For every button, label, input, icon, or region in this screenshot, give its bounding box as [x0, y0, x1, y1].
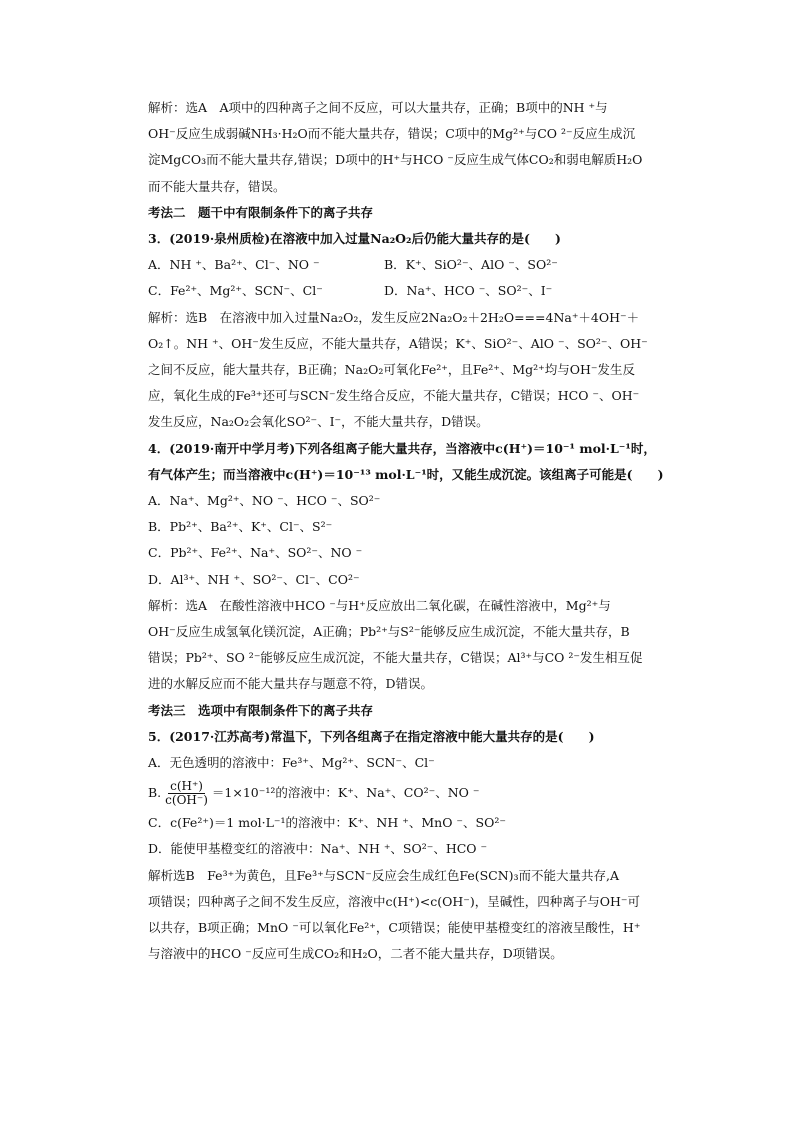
text-line: OH⁻反应生成弱碱NH₃·H₂O而不能大量共存，错误；C项中的Mg²⁺与CO ²⁻反应生成沉: [148, 126, 636, 142]
option-c: C．c(Fe²⁺)＝1 mol·L⁻¹的溶液中：K⁺、NH ⁺、MnO ⁻、SO²⁻: [148, 815, 506, 831]
text-line: 解析选B Fe³⁺为黄色，且Fe³⁺与SCN⁻反应会生成红色Fe(SCN)₃而不能大量共存,A: [148, 867, 620, 883]
option-b-text: ＝1×10⁻¹²的溶液中：K⁺、Na⁺、CO²⁻、NO ⁻: [211, 785, 480, 801]
option-d: D．Al³⁺、NH ⁺、SO²⁻、Cl⁻、CO²⁻: [148, 571, 360, 587]
document-body: [148, 95, 678, 968]
text-line: 而不能大量共存，错误。: [148, 178, 286, 194]
text-line: 发生反应，Na₂O₂会氧化SO²⁻、I⁻，不能大量共存，D错误。: [148, 414, 489, 430]
text-line: 解析：选A 在酸性溶液中HCO ⁻与H⁺反应放出二氧化碳，在碱性溶液中，Mg²⁺与: [148, 597, 611, 613]
option-d: D．能使甲基橙变红的溶液中：Na⁺、NH ⁺、SO²⁻、HCO ⁻: [148, 841, 488, 857]
question-3-options-row-2: [148, 278, 678, 304]
text-line: 错误；Pb²⁺、SO ²⁻能够反应生成沉淀，不能大量共存，C错误；Al³⁺与CO ²⁻发生相互促: [148, 650, 643, 666]
question-4: [148, 436, 678, 488]
text-line: 解析：选B 在溶液中加入过量Na₂O₂，发生反应2Na₂O₂＋2H₂O===4Na⁺＋4OH⁻＋: [148, 309, 640, 325]
text-line: 应，氧化生成的Fe³⁺还可与SCN⁻发生络合反应，不能大量共存，C错误；HCO ⁻、OH⁻: [148, 388, 640, 404]
solution-block-2: [148, 95, 678, 200]
option-b: B．Pb²⁺、Ba²⁺、K⁺、Cl⁻、S²⁻: [148, 519, 333, 535]
text-line: 有气体产生；而当溶液中c(H⁺)＝10⁻¹³ mol·L⁻¹时，又能生成沉淀。该组离子可能是( ): [148, 466, 664, 482]
option-a: A．Na⁺、Mg²⁺、NO ⁻、HCO ⁻、SO²⁻: [148, 493, 381, 509]
section-heading-3: 考法三 选项中有限制条件下的离子共存: [148, 702, 374, 718]
text-line: 解析：选A A项中的四种离子之间不反应，可以大量共存，正确；B项中的NH ⁺与: [148, 100, 608, 115]
text-line: 进的水解反应而不能大量共存与题意不符，D错误。: [148, 676, 434, 692]
text-line: O₂↑。NH ⁺、OH⁻发生反应，不能大量共存，A错误；K⁺、SiO²⁻、AlO ⁻、SO²⁻、OH⁻: [148, 335, 648, 351]
text-line: 4．(2019·南开中学月考)下列各组离子能大量共存，当溶液中c(H⁺)＝10⁻¹ mol·L⁻¹时，: [148, 440, 656, 456]
option-b: [148, 776, 678, 810]
option-c: C．Pb²⁺、Fe²⁺、Na⁺、SO²⁻、NO ⁻: [148, 545, 363, 561]
solution-block-3: [148, 305, 678, 436]
option-a: A．无色透明的溶液中：Fe³⁺、Mg²⁺、SCN⁻、Cl⁻: [148, 755, 435, 771]
text-line: 淀MgCO₃而不能大量共存,错误；D项中的H⁺与HCO ⁻反应生成气体CO₂和弱电解质H₂O: [148, 152, 643, 168]
text-line: 项错误；四种离子之间不发生反应，溶液中c(H⁺)<c(OH⁻)，呈碱性，四种离子与OH⁻可: [148, 893, 640, 909]
section-heading-2: 考法二 题干中有限制条件下的离子共存: [148, 204, 374, 220]
option-b: B．K⁺、SiO²⁻、AlO ⁻、SO²⁻: [384, 257, 558, 273]
option-c: C．Fe²⁺、Mg²⁺、SCN⁻、Cl⁻: [148, 283, 323, 299]
question-3-options-row-1: [148, 252, 678, 278]
option-d: D．Na⁺、HCO ⁻、SO²⁻、I⁻: [384, 283, 553, 299]
question-3: 3．(2019·泉州质检)在溶液中加入过量Na₂O₂后仍能大量共存的是( ): [148, 231, 561, 247]
fraction: [163, 780, 210, 807]
option-b-prefix: B.: [148, 785, 162, 801]
text-line: 以共存，B项正确；MnO ⁻可以氧化Fe²⁺，C项错误；能使甲基橙变红的溶液呈酸性，H⁺: [148, 920, 641, 936]
text-line: 与溶液中的HCO ⁻反应可生成CO₂和H₂O，二者不能大量共存，D项错误。: [148, 946, 563, 962]
option-a: A．NH ⁺、Ba²⁺、Cl⁻、NO ⁻: [148, 257, 320, 273]
solution-block-4: [148, 593, 678, 698]
text-line: OH⁻反应生成氢氧化镁沉淀，A正确；Pb²⁺与S²⁻能够反应生成沉淀，不能大量共存，B: [148, 624, 630, 640]
question-5: 5．(2017·江苏高考)常温下，下列各组离子在指定溶液中能大量共存的是( ): [148, 728, 595, 744]
solution-block-5: [148, 863, 678, 968]
fraction-numerator: c(H⁺): [170, 779, 203, 794]
text-line: 之间不反应，能大量共存，B正确；Na₂O₂可氧化Fe²⁺，且Fe²⁺、Mg²⁺均与OH⁻发生反: [148, 362, 635, 378]
fraction-denominator: c(OH⁻): [165, 793, 208, 808]
